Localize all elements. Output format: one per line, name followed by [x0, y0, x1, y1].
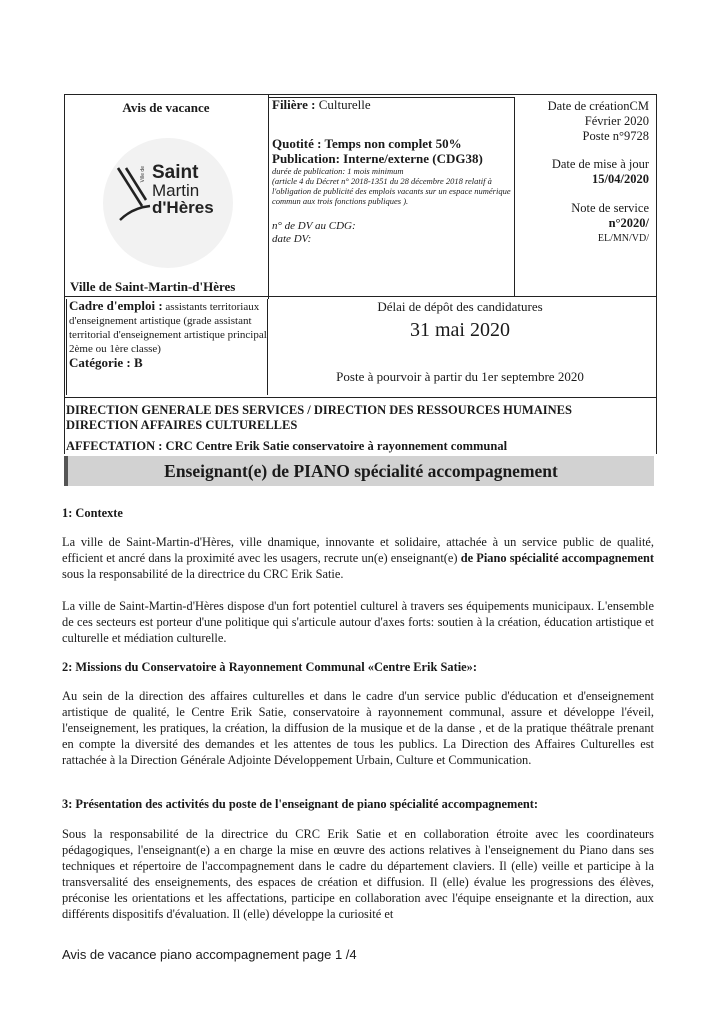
job-title-banner: Enseignant(e) de PIANO spécialité accompagnement [64, 456, 654, 486]
note-service-ref: EL/MN/VD/ [597, 233, 649, 244]
section-2-paragraph-1: Au sein de la direction des affaires culturelles et dans le cadre d'un service public d'éducation et d'enseignement artistique de qualité, le Centre Erik Satie, conservatoire à rayonnement communal, assure et développe l'éveil, l'enseignement, les pratiques, la création, la diffusion de la musique et de la danse , et de la pratique théâtrale prenant en compte la diversité des demandes et les attentes de tous les publics. La Direction des Affaires Culturelles est rattachée à la Direction Générale Adjointe Développement Urbain, Culture et Communication. [62, 689, 654, 767]
dv-cdg: n° de DV au CDG: [272, 220, 356, 232]
logo-line3: d'Hères [152, 198, 214, 217]
table-top-border [64, 94, 657, 95]
section-1-paragraph-2: La ville de Saint-Martin-d'Hères dispose d'un fort potentiel culturel à travers ses équipements municipaux. L'ensemble de ces secteurs est porteur d'une politique qui s'articule autour d'axes forts: soutien à la création, éducation artistique et culturelle et médiation culturelle. [62, 599, 654, 645]
s1p1-text-c: sous la responsabilité de la directrice du CRC Erik Satie. [62, 567, 344, 581]
ville-name: Ville de Saint-Martin-d'Hères [70, 279, 236, 294]
quotite-value: Temps non complet 50% [324, 136, 462, 151]
section-1-paragraph-1 [62, 534, 654, 582]
poste-number: Poste n°9728 [582, 129, 649, 143]
cadre-value-rest: territoriaux d'enseignement artistique (grade assistant territorial d'enseignement artistique principal 2ème ou 1ère classe) [69, 301, 267, 355]
logo-ville-text: Ville de [140, 166, 146, 183]
duree-note: durée de publication: 1 mois minimum [272, 166, 404, 176]
avis-title: Avis de vacance [122, 100, 210, 115]
note-service-value: n°2020/ [608, 216, 649, 230]
cadre-block [66, 299, 269, 370]
cadre-label: Cadre d'emploi : [69, 298, 163, 313]
direction-block [66, 403, 656, 454]
affectation: AFFECTATION : CRC Centre Erik Satie conservatoire à rayonnement communal [66, 439, 508, 453]
logo [152, 164, 214, 216]
page-footer: Avis de vacance piano accompagnement page 1 /4 [62, 947, 357, 962]
categorie: Catégorie : B [69, 355, 143, 370]
delai-block [270, 299, 650, 342]
row-divider-1 [64, 296, 657, 297]
logo-mark-icon [116, 166, 152, 226]
article-note: (article 4 du Décret n° 2018-1351 du 28 décembre 2018 relatif à l'obligation de publicité des emplois vacants sur un espace numérique commun aux trois fonctions publiques ). [272, 176, 511, 206]
direction-line1: DIRECTION GENERALE DES SERVICES / DIRECTION DES RESSOURCES HUMAINES [66, 403, 572, 417]
table-right-border [656, 94, 657, 454]
col-divider-1 [268, 94, 269, 299]
note-service-label: Note de service [571, 201, 649, 215]
date-dv: date DV: [272, 233, 312, 245]
s1p1-text-b: de Piano spécialité accompagnement [460, 551, 654, 565]
logo-line2: Martin [152, 181, 200, 200]
delai-date: 31 mai 2020 [410, 319, 510, 341]
filiere-label: Filière : [272, 97, 316, 112]
delai-label: Délai de dépôt des candidatures [377, 299, 543, 314]
date-creation-label: Date de créationCM [547, 99, 649, 113]
section-1-title: 1: Contexte [62, 506, 123, 520]
publication: Publication: Interne/externe (CDG38) [272, 151, 483, 166]
row-divider-2 [64, 397, 657, 398]
poste-a-pourvoir: Poste à pourvoir à partir du 1er septembre 2020 [336, 369, 584, 384]
logo-line1: Saint [152, 162, 199, 183]
filiere-value: Culturelle [318, 97, 371, 112]
direction-line2: DIRECTION AFFAIRES CULTURELLES [66, 418, 298, 432]
dates-block [517, 99, 649, 246]
section-3-title: 3: Présentation des activités du poste de l'enseignant de piano spécialité accompagnement: [62, 797, 538, 811]
table-left-border [64, 94, 65, 454]
cadre-value-1: assistants [165, 301, 207, 313]
section-3-paragraph-1: Sous la responsabilité de la directrice du CRC Erik Satie et en collaboration étroite avec les coordinateurs pédagogiques, l'enseignant(e) a en charge la mise en œuvre des actions relatives à l'enseignement du Piano dans ses techniques et répertoire de l'accompagnement dans le cadre du département claviers. Il (elle) veille et participe à la transversalité des enseignements, des espaces de création et diffusion. Il (elle) évalue les progressions des élèves, préconise les orientations et les affectations, participe en collaboration avec l'équipe enseignante et la direction, aux différents dispositifs d'évaluation. Il (elle) développe la curiosité et [62, 827, 654, 921]
date-creation-value: Février 2020 [584, 114, 649, 128]
filiere-block [272, 97, 517, 246]
quotite-label: Quotité : [272, 136, 322, 151]
section-2-title: 2: Missions du Conservatoire à Rayonnement Communal «Centre Erik Satie»: [62, 660, 477, 674]
s1p1-text-a: La ville de Saint-Martin-d'Hères, ville dnamique, innovante et solidaire, attachée à un service public de qualité, efficient et ancré dans la proximité avec les usagers, recrute un(e) enseignant(e) [62, 535, 654, 565]
date-maj-value: 15/04/2020 [592, 172, 649, 186]
date-maj-label: Date de mise à jour [551, 157, 649, 171]
